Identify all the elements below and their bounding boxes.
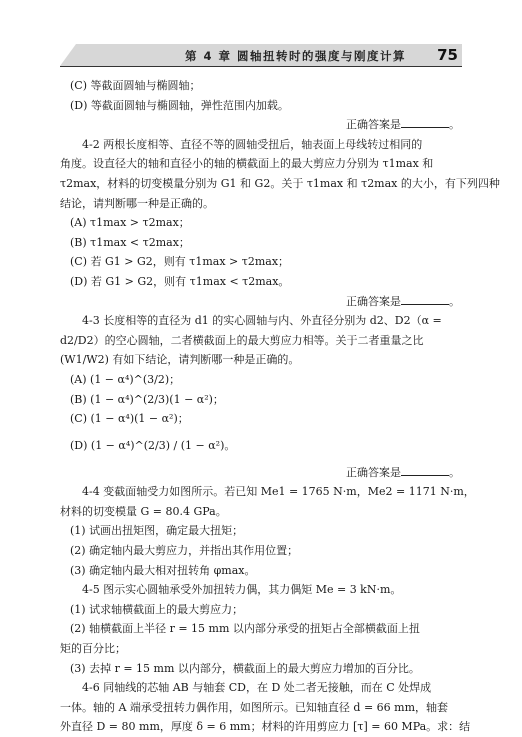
- text-line: 4-3 长度相等的直径为 d1 的实心圆轴与内、外直径分别为 d2、D2（α =: [82, 314, 442, 328]
- answer-blank[interactable]: [401, 117, 449, 128]
- header-corner: [60, 44, 76, 66]
- text-line: 4-2 两根长度相等、直径不等的圆轴受扭后，轴表面上母线转过相同的: [82, 137, 423, 151]
- answer-blank[interactable]: [401, 294, 449, 305]
- running-header: [60, 44, 462, 67]
- text-line: (2) 轴横截面上半径 r = 15 mm 以内部分承受的扭矩占全部横截面上扭: [70, 622, 420, 636]
- text-line: (1) 试求轴横截面上的最大剪应力；: [70, 602, 244, 616]
- text-line: d2/D2）的空心圆轴，二者横截面上的最大剪应力相等。关于二者重量之比: [60, 333, 424, 347]
- text-line: 正确答案是 。: [346, 118, 460, 132]
- text-line: (C) (1 − α⁴)(1 − α²)；: [70, 412, 189, 426]
- text-line: (A) (1 − α⁴)^(3/2)；: [70, 372, 181, 386]
- text-line: 4-6 同轴线的芯轴 AB 与轴套 CD，在 D 处二者无接触，而在 C 处焊成: [82, 681, 432, 695]
- text-line: 外直径 D = 80 mm，厚度 δ = 6 mm；材料的许用剪应力 [τ] = 60 MPa。求：结: [60, 720, 471, 734]
- text-line: τ2max，材料的切变模量分别为 G1 和 G2。关于 τ1max 和 τ2max 的大小，有下列四种: [60, 176, 500, 190]
- text-line: (A) τ1max > τ2max；: [70, 216, 190, 230]
- text-line: 正确答案是 。: [346, 294, 460, 308]
- text-line: 材料的切变模量 G = 80.4 GPa。: [60, 504, 227, 518]
- text-line: 矩的百分比；: [60, 642, 126, 656]
- answer-blank[interactable]: [401, 465, 449, 476]
- text-line: 一体。轴的 A 端承受扭转力偶作用，如图所示。已知轴直径 d = 66 mm，轴套: [60, 700, 449, 714]
- text-line: (D) 若 G1 > G2，则有 τ1max < τ2max。: [70, 274, 290, 288]
- text-line: (2) 确定轴内最大剪应力，并指出其作用位置；: [70, 544, 299, 558]
- text-line: (C) 等截面圆轴与椭圆轴；: [70, 79, 201, 92]
- text-line: (3) 去掉 r = 15 mm 以内部分，横截面上的最大剪应力增加的百分比。: [70, 661, 420, 675]
- chapter-title: 第 4 章 圆轴扭转时的强度与刚度计算: [184, 49, 406, 63]
- text-line: 4-4 变截面轴受力如图所示。若已知 Me1 = 1765 N·m，Me2 = 1171 N·m，: [82, 485, 475, 499]
- text-line: 角度。设直径大的轴和直径小的轴的横截面上的最大剪应力分别为 τ1max 和: [60, 157, 434, 171]
- text-line: (B) τ1max < τ2max；: [70, 235, 190, 249]
- text-line: 结论，请判断哪一种是正确的。: [60, 196, 214, 210]
- text-line: 正确答案是 。: [346, 465, 460, 479]
- page-body: [60, 76, 500, 737]
- text-line: (B) (1 − α⁴)^(2/3)(1 − α²)；: [70, 392, 224, 406]
- text-line: 4-5 图示实心圆轴承受外加扭转力偶，其力偶矩 Me = 3 kN·m。: [82, 583, 402, 597]
- text-line: (D) (1 − α⁴)^(2/3) / (1 − α²)。: [70, 438, 236, 452]
- text-line: (3) 确定轴内最大相对扭转角 φmax。: [70, 563, 256, 577]
- page-number: 75: [437, 46, 458, 64]
- text-line: (D) 等截面圆轴与椭圆轴，弹性范围内加载。: [70, 98, 289, 112]
- text-line: (C) 若 G1 > G2，则有 τ1max > τ2max；: [70, 255, 290, 269]
- text-line: (1) 试画出扭矩图，确定最大扭矩；: [70, 524, 244, 538]
- text-line: (W1/W2) 有如下结论，请判断哪一种是正确的。: [60, 353, 300, 367]
